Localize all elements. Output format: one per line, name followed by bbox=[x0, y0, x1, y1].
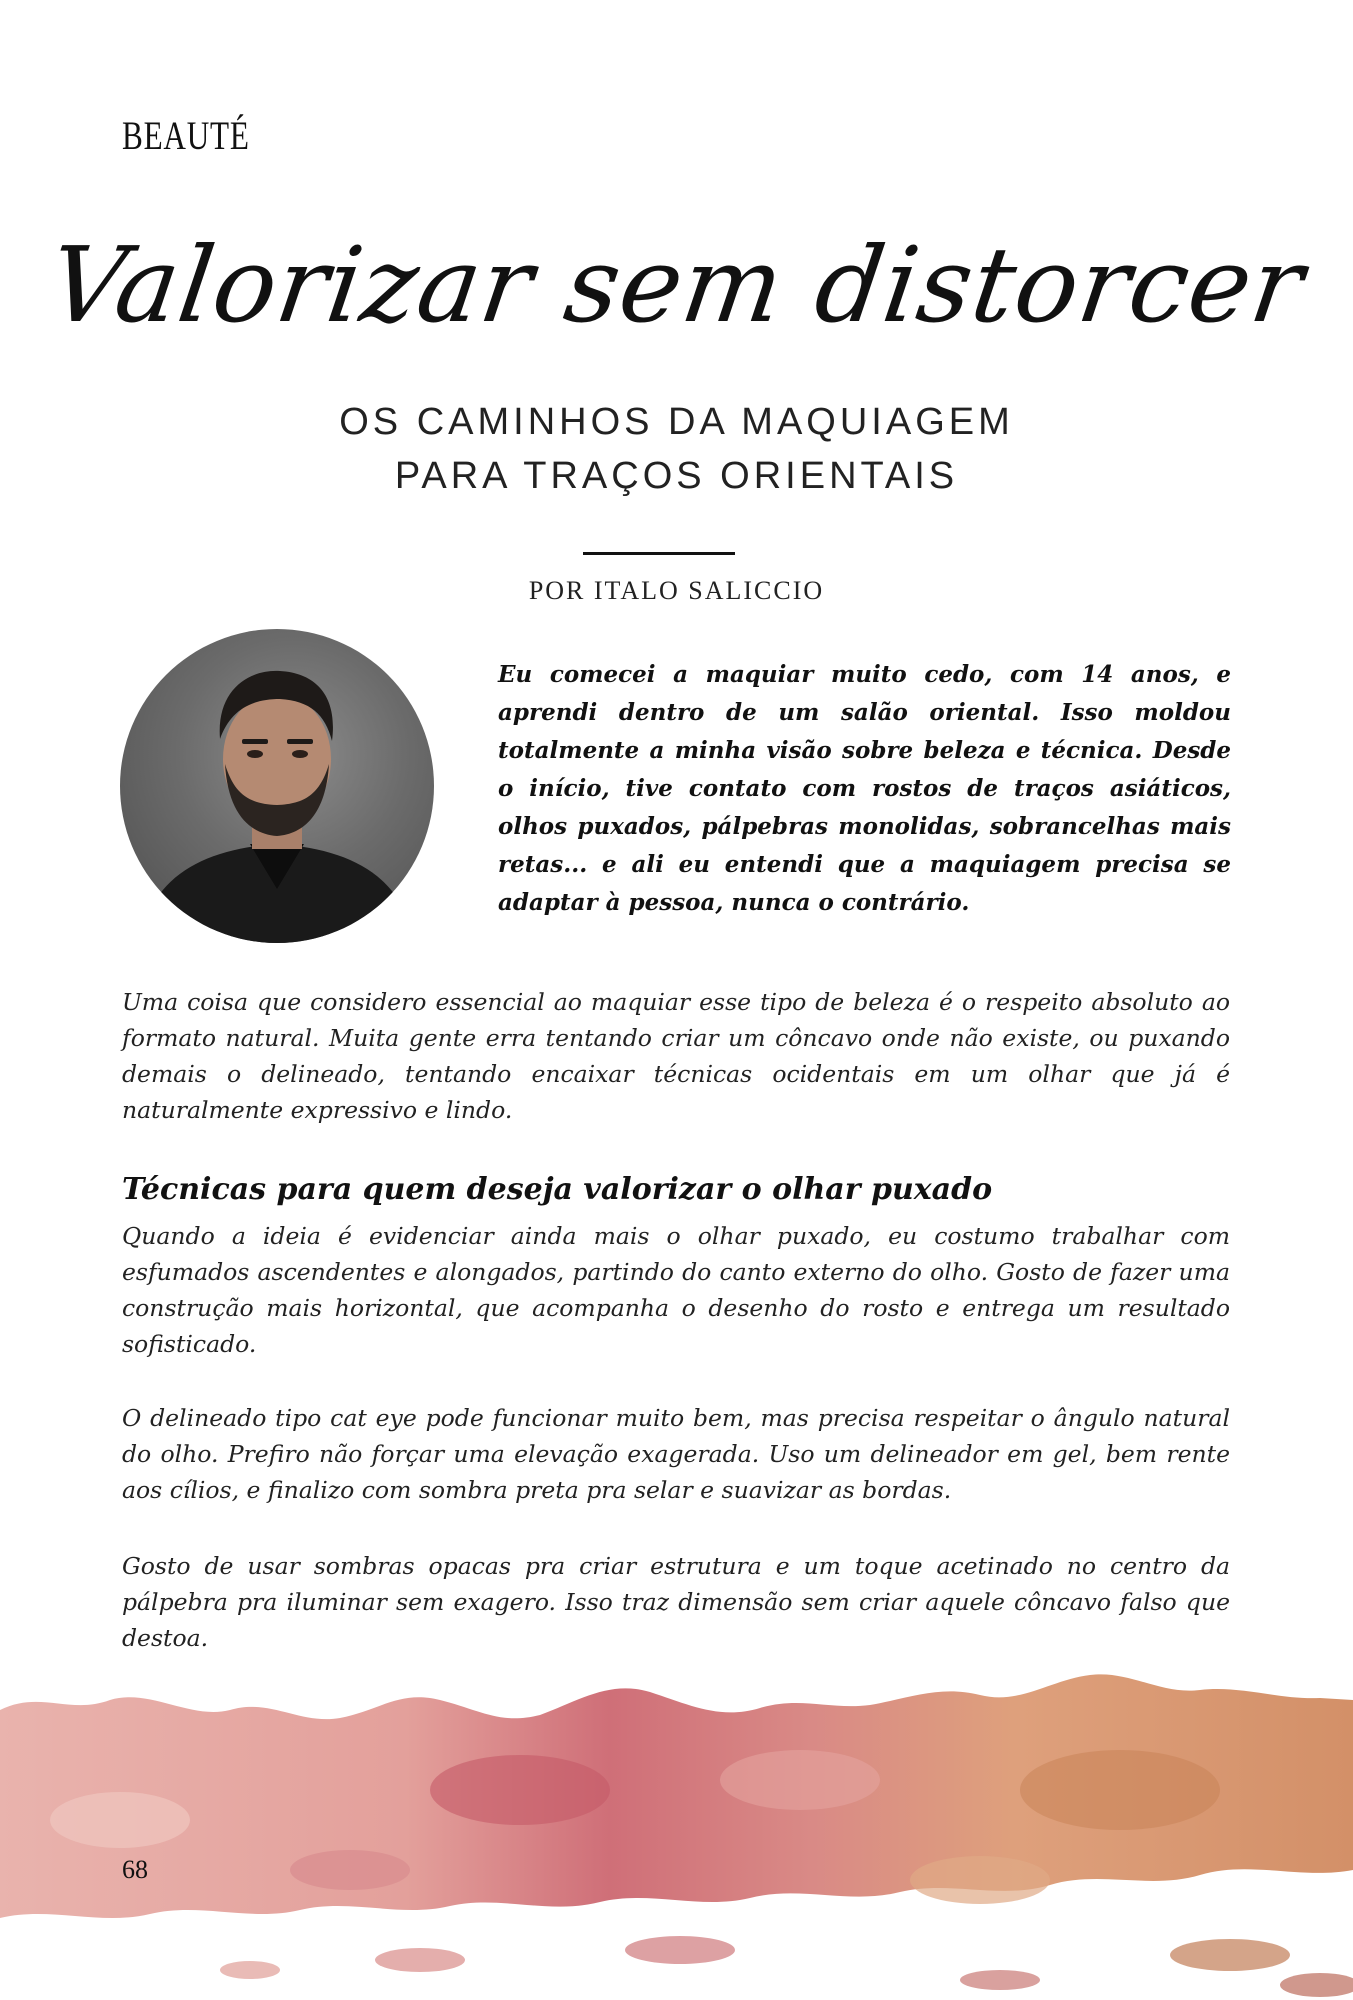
section-heading: Técnicas para quem deseja valorizar o olhar puxado bbox=[122, 1172, 993, 1207]
section-tag: BEAUTÉ bbox=[122, 113, 250, 158]
article-subtitle bbox=[0, 395, 1353, 503]
article-title: Valorizar sem distorcer bbox=[41, 224, 1312, 346]
title-divider bbox=[583, 552, 735, 555]
author-byline: POR ITALO SALICCIO bbox=[528, 576, 825, 605]
page-number: 68 bbox=[122, 1855, 148, 1884]
body-paragraph-2: Quando a ideia é evidenciar ainda mais o olhar puxado, eu costumo trabalhar com esfumados ascendentes e alongados, partindo do canto externo do olho. Gosto de fazer uma construção mais horizontal, que acompanha o desenho do rosto e entrega um resultado sofisticado. bbox=[122, 1222, 1230, 1358]
author-portrait-image bbox=[120, 629, 434, 943]
author-portrait bbox=[120, 629, 434, 943]
body-paragraph-4: Gosto de usar sombras opacas pra criar estrutura e um toque acetinado no centro da pálpebra pra iluminar sem exagero. Isso traz dimensão sem criar aquele côncavo falso que destoa. bbox=[122, 1552, 1230, 1652]
body-paragraph-1: Uma coisa que considero essencial ao maquiar esse tipo de beleza é o respeito absoluto ao formato natural. Muita gente erra tentando criar um côncavo onde não existe, ou puxando demais o delineado, tentando encaixar técnicas ocidentais em um olhar que já é naturalmente expressivo e lindo. bbox=[122, 988, 1230, 1124]
body-paragraph-3: O delineado tipo cat eye pode funcionar muito bem, mas precisa respeitar o ângulo natural do olho. Prefiro não forçar uma elevação exagerada. Uso um delineador em gel, bem rente aos cílios, e finalizo com sombra preta pra selar e suavizar as bordas. bbox=[122, 1404, 1230, 1504]
subtitle-line-1: OS CAMINHOS DA MAQUIAGEM bbox=[339, 401, 1014, 443]
subtitle-line-2: PARA TRAÇOS ORIENTAIS bbox=[394, 455, 959, 497]
intro-paragraph: Eu comecei a maquiar muito cedo, com 14 anos, e aprendi dentro de um salão oriental. Isso moldou totalmente a minha visão sobre beleza e técnica. Desde o início, tive contato com rostos de traços asiáticos, olhos puxados, pálpebras monolidas, sobrancelhas mais retas... e ali eu entendi que a maquiagem precisa se adaptar à pessoa, nunca o contrário. bbox=[498, 661, 1231, 916]
powder-illustration bbox=[0, 1670, 1353, 2000]
crushed-powder-decoration bbox=[0, 1670, 1353, 2000]
